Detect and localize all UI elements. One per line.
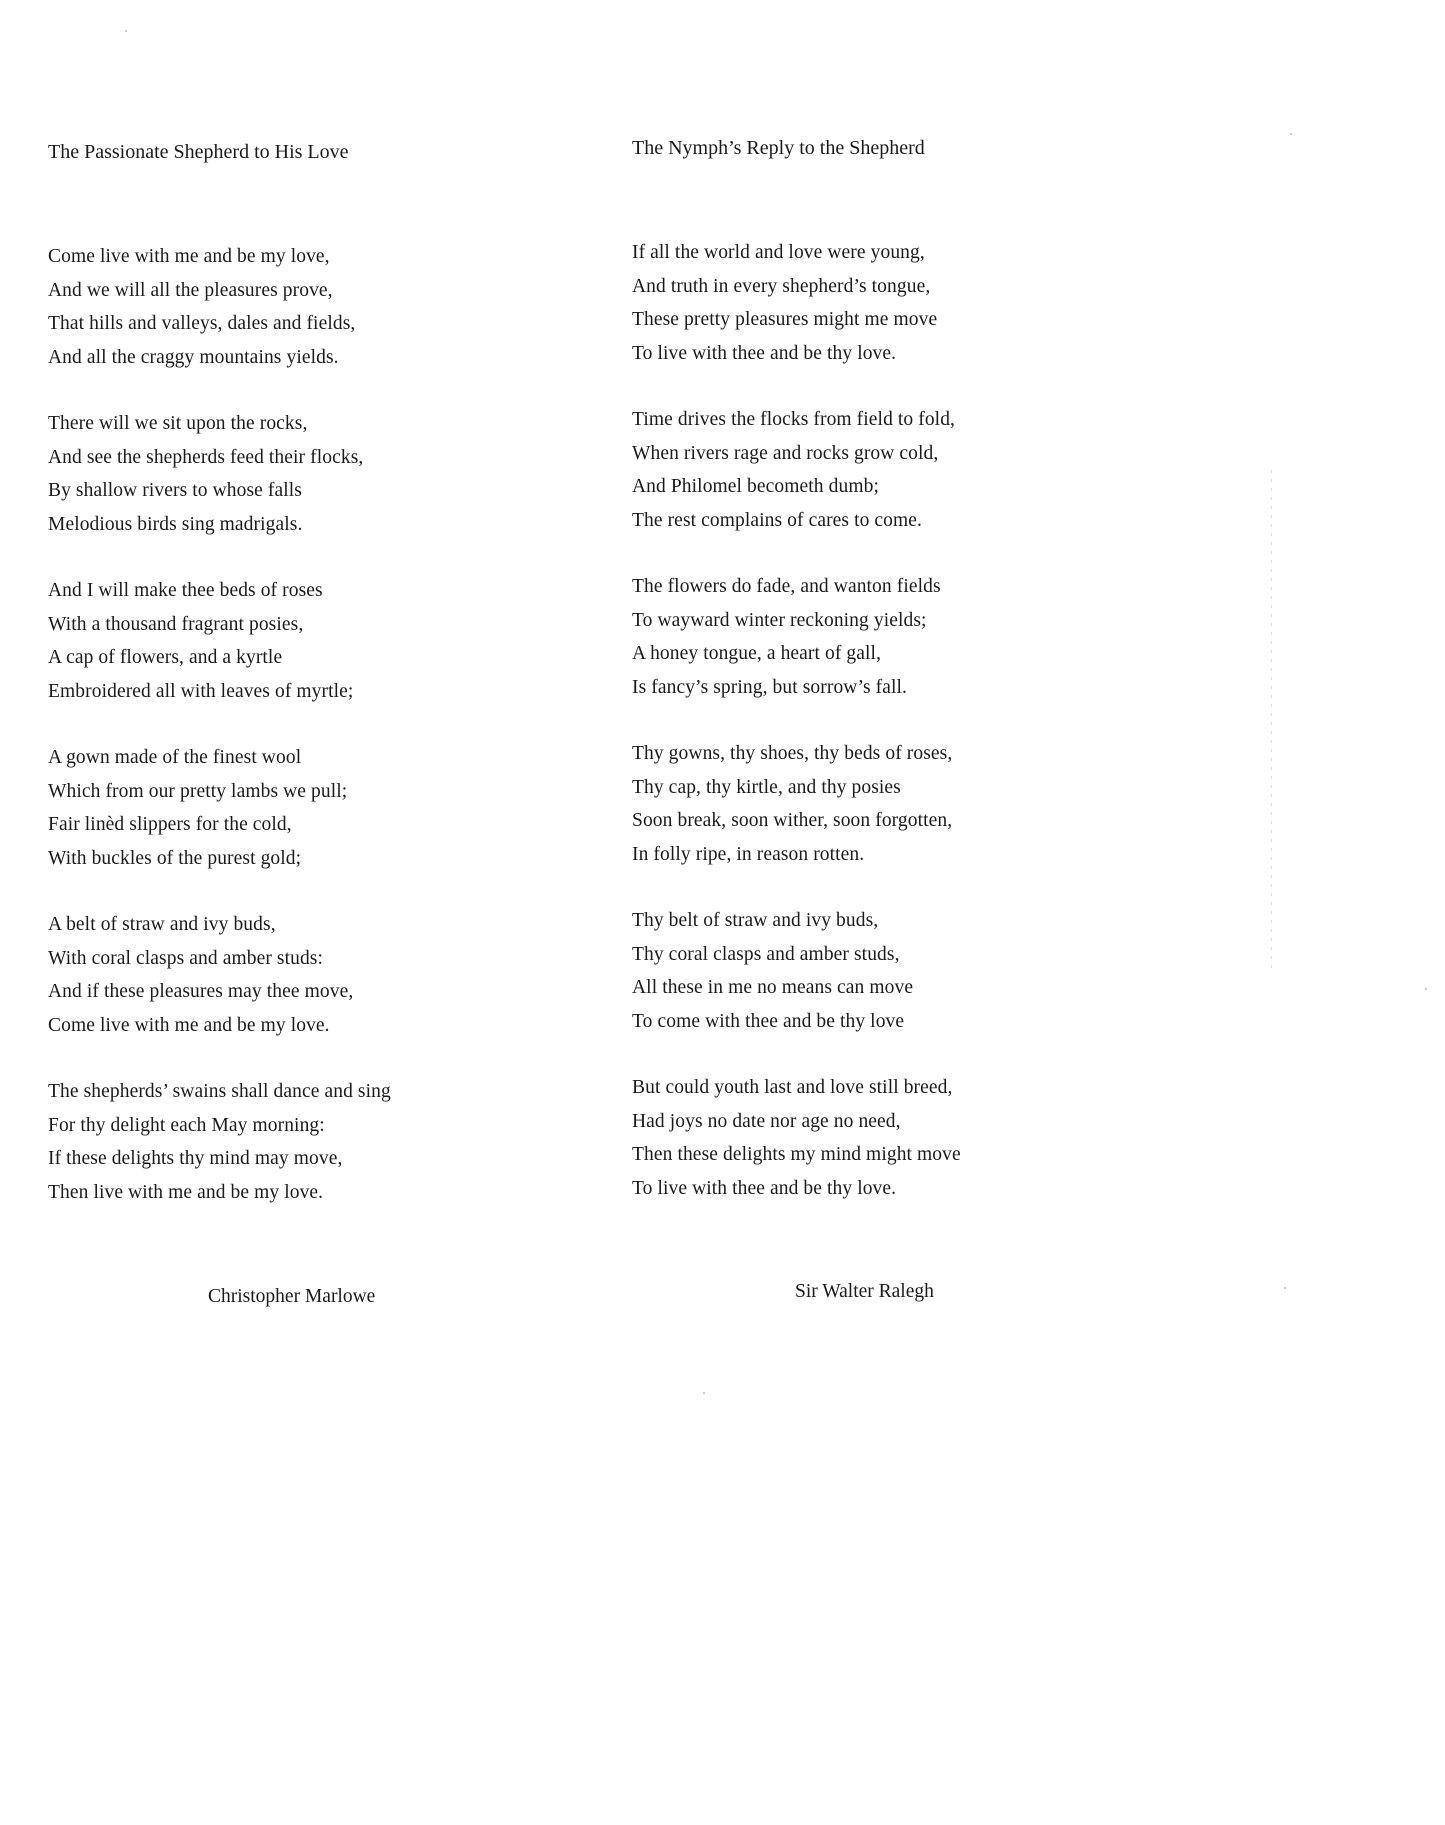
stanza bbox=[632, 403, 1192, 537]
verse-line: In folly ripe, in reason rotten. bbox=[632, 843, 865, 865]
verse-line: A honey tongue, a heart of gall, bbox=[632, 643, 882, 664]
verse-line: Which from our pretty lambs we pull; bbox=[48, 780, 348, 802]
stanza bbox=[48, 1075, 608, 1209]
verse-line: The rest complains of cares to come. bbox=[632, 509, 923, 531]
verse-line: To live with thee and be thy love. bbox=[632, 342, 897, 364]
verse-line: To live with thee and be thy love. bbox=[632, 1177, 897, 1199]
verse-line: With coral clasps and amber studs: bbox=[48, 947, 324, 969]
verse-line: Then live with me and be my love. bbox=[48, 1181, 324, 1203]
stanza bbox=[632, 904, 1192, 1038]
verse-line: Thy gowns, thy shoes, thy beds of roses, bbox=[632, 743, 953, 764]
verse-line: Time drives the flocks from field to fold, bbox=[632, 409, 956, 430]
verse-line: Come live with me and be my love, bbox=[48, 246, 330, 267]
stanza bbox=[632, 236, 1192, 370]
verse-line: All these in me no means can move bbox=[632, 977, 914, 998]
stanza bbox=[632, 570, 1192, 704]
verse-line: These pretty pleasures might me move bbox=[632, 309, 938, 330]
verse-line: And if these pleasures may thee move, bbox=[48, 981, 354, 1002]
verse-line: And truth in every shepherd’s tongue, bbox=[632, 275, 931, 297]
stanza-list bbox=[48, 240, 608, 1242]
verse-line: To come with thee and be thy love bbox=[632, 1010, 905, 1032]
stanza bbox=[48, 240, 608, 374]
verse-line: Thy coral clasps and amber studs, bbox=[632, 943, 900, 965]
verse-line: And see the shepherds feed their flocks, bbox=[48, 446, 364, 468]
verse-line: If all the world and love were young, bbox=[632, 242, 925, 263]
scan-artifact-dot bbox=[1425, 988, 1427, 990]
verse-line: That hills and valleys, dales and fields, bbox=[48, 313, 356, 334]
stanza bbox=[48, 407, 608, 541]
stanza bbox=[48, 574, 608, 708]
stanza bbox=[48, 908, 608, 1042]
verse-line: With a thousand fragrant posies, bbox=[48, 613, 304, 635]
verse-line: Thy cap, thy kirtle, and thy posies bbox=[632, 776, 901, 798]
verse-line: A cap of flowers, and a kyrtle bbox=[48, 647, 283, 668]
scan-artifact-dot bbox=[703, 1392, 705, 1394]
scan-artifact-line bbox=[1271, 470, 1272, 970]
verse-line: By shallow rivers to whose falls bbox=[48, 480, 302, 501]
verse-line: Fair linèd slippers for the cold, bbox=[48, 814, 292, 835]
verse-line: Come live with me and be my love. bbox=[48, 1014, 330, 1036]
verse-line: For thy delight each May morning: bbox=[48, 1114, 325, 1136]
verse-line: When rivers rage and rocks grow cold, bbox=[632, 442, 939, 464]
scan-artifact-dot bbox=[1284, 1287, 1286, 1289]
verse-line: Then these delights my mind might move bbox=[632, 1144, 961, 1165]
verse-line: With buckles of the purest gold; bbox=[48, 847, 302, 869]
poem-author: Christopher Marlowe bbox=[208, 1286, 376, 1307]
verse-line: And I will make thee beds of roses bbox=[48, 580, 323, 601]
verse-line: Melodious birds sing madrigals. bbox=[48, 513, 303, 535]
verse-line: The shepherds’ swains shall dance and sing bbox=[48, 1081, 391, 1102]
verse-line: Soon break, soon wither, soon forgotten, bbox=[632, 810, 953, 831]
stanza bbox=[632, 737, 1192, 871]
poem-title: The Passionate Shepherd to His Love bbox=[48, 141, 349, 163]
verse-line: Thy belt of straw and ivy buds, bbox=[632, 910, 879, 931]
verse-line: There will we sit upon the rocks, bbox=[48, 413, 308, 434]
scan-artifact-dot bbox=[125, 30, 127, 32]
stanza bbox=[48, 741, 608, 875]
verse-line: A belt of straw and ivy buds, bbox=[48, 914, 276, 935]
verse-line: The flowers do fade, and wanton fields bbox=[632, 576, 941, 597]
verse-line: A gown made of the finest wool bbox=[48, 747, 302, 768]
verse-line: To wayward winter reckoning yields; bbox=[632, 609, 927, 631]
verse-line: But could youth last and love still breed, bbox=[632, 1077, 953, 1098]
verse-line: And Philomel becometh dumb; bbox=[632, 476, 879, 497]
stanza bbox=[632, 1071, 1192, 1205]
poem-title: The Nymph’s Reply to the Shepherd bbox=[632, 137, 925, 159]
verse-line: Embroidered all with leaves of myrtle; bbox=[48, 680, 354, 702]
stanza-list bbox=[632, 236, 1192, 1238]
scan-artifact-dot bbox=[1290, 133, 1292, 135]
verse-line: Had joys no date nor age no need, bbox=[632, 1110, 901, 1132]
verse-line: And all the craggy mountains yields. bbox=[48, 346, 339, 368]
verse-line: Is fancy’s spring, but sorrow’s fall. bbox=[632, 676, 908, 698]
verse-line: If these delights thy mind may move, bbox=[48, 1148, 343, 1169]
verse-line: And we will all the pleasures prove, bbox=[48, 279, 333, 301]
poem-author: Sir Walter Ralegh bbox=[795, 1281, 934, 1302]
